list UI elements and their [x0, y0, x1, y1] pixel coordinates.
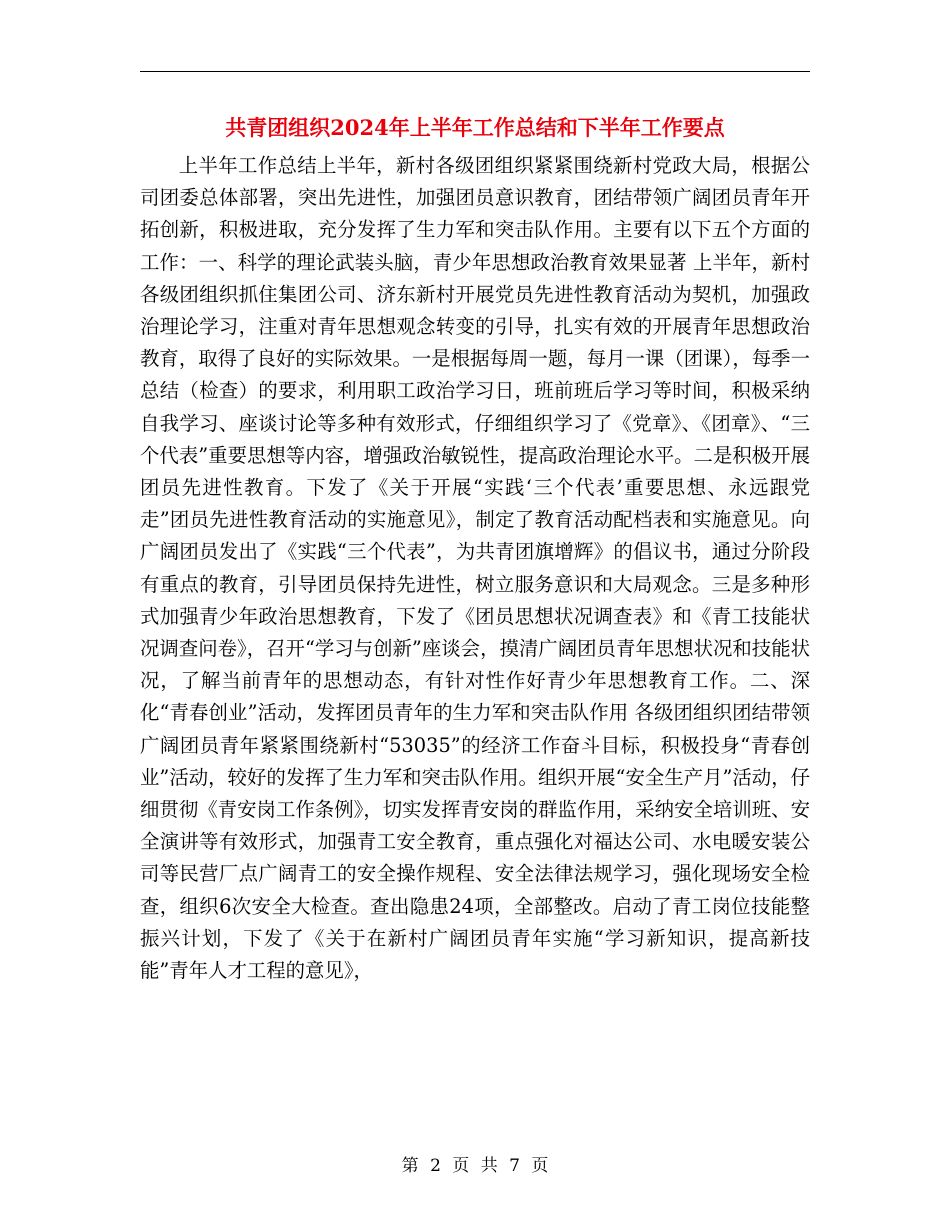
page-number: 第 2 页 共 7 页	[401, 1156, 549, 1176]
header-rule	[140, 71, 810, 72]
document-body: 上半年工作总结上半年，新村各级团组织紧紧围绕新村党政大局，根据公司团委总体部署，突出先进性，加强团员意识教育，团结带领广阔团员青年开拓创新，积极进取，充分发挥了生力军和突击队作用。主要有以下五个方面的工作：一、科学的理论武装头脑，青少年思想政治教育效果显著 上半年，新村各级团组织抓住集团公司、济东新村开展党员先进性教育活动为契机，加强政治理论学习，注重对青年思想观念转变的引导，扎实有效的开展青年思想政治教育，取得了良好的实际效果。一是根据每周一题，每月一课（团课），每季一总结（检查）的要求，利用职工政治学习日，班前班后学习等时间，积极采纳自我学习、座谈讨论等多种有效形式，仔细组织学习了《党章》、《团章》、“三个代表”重要思想等内容，增强政治敏锐性，提高政治理论水平。二是积极开展团员先进性教育。下发了《关于开展“实践‘三个代表’重要思想、永远跟党走”团员先进性教育活动的实施意见》，制定了教育活动配档表和实施意见。向广阔团员发出了《实践“三个代表”，为共青团旗增辉》的倡议书，通过分阶段有重点的教育，引导团员保持先进性，树立服务意识和大局观念。三是多种形式加强青少年政治思想教育，下发了《团员思想状况调查表》和《青工技能状况调查问卷》，召开“学习与创新”座谈会，摸清广阔团员青年思想状况和技能状况，了解当前青年的思想动态，有针对性作好青少年思想教育工作。二、深化“青春创业”活动，发挥团员青年的生力军和突击队作用 各级团组织团结带领广阔团员青年紧紧围绕新村“53035”的经济工作奋斗目标，积极投身“青春创业”活动，较好的发挥了生力军和突击队作用。组织开展“安全生产月”活动，仔细贯彻《青安岗工作条例》，切实发挥青安岗的群监作用，采纳安全培训班、安全演讲等有效形式，加强青工安全教育，重点强化对福达公司、水电暖安装公司等民营厂点广阔青工的安全操作规程、安全法律法规学习，强化现场安全检查，组织6次安全大检查。查出隐患24项，全部整改。启动了青工岗位技能整振兴计划，下发了《关于在新村广阔团员青年实施“学习新知识，提高新技能”青年人才工程的意见》，	[140, 154, 810, 983]
document-title: 共青团组织2024年上半年工作总结和下半年工作要点	[225, 115, 725, 140]
